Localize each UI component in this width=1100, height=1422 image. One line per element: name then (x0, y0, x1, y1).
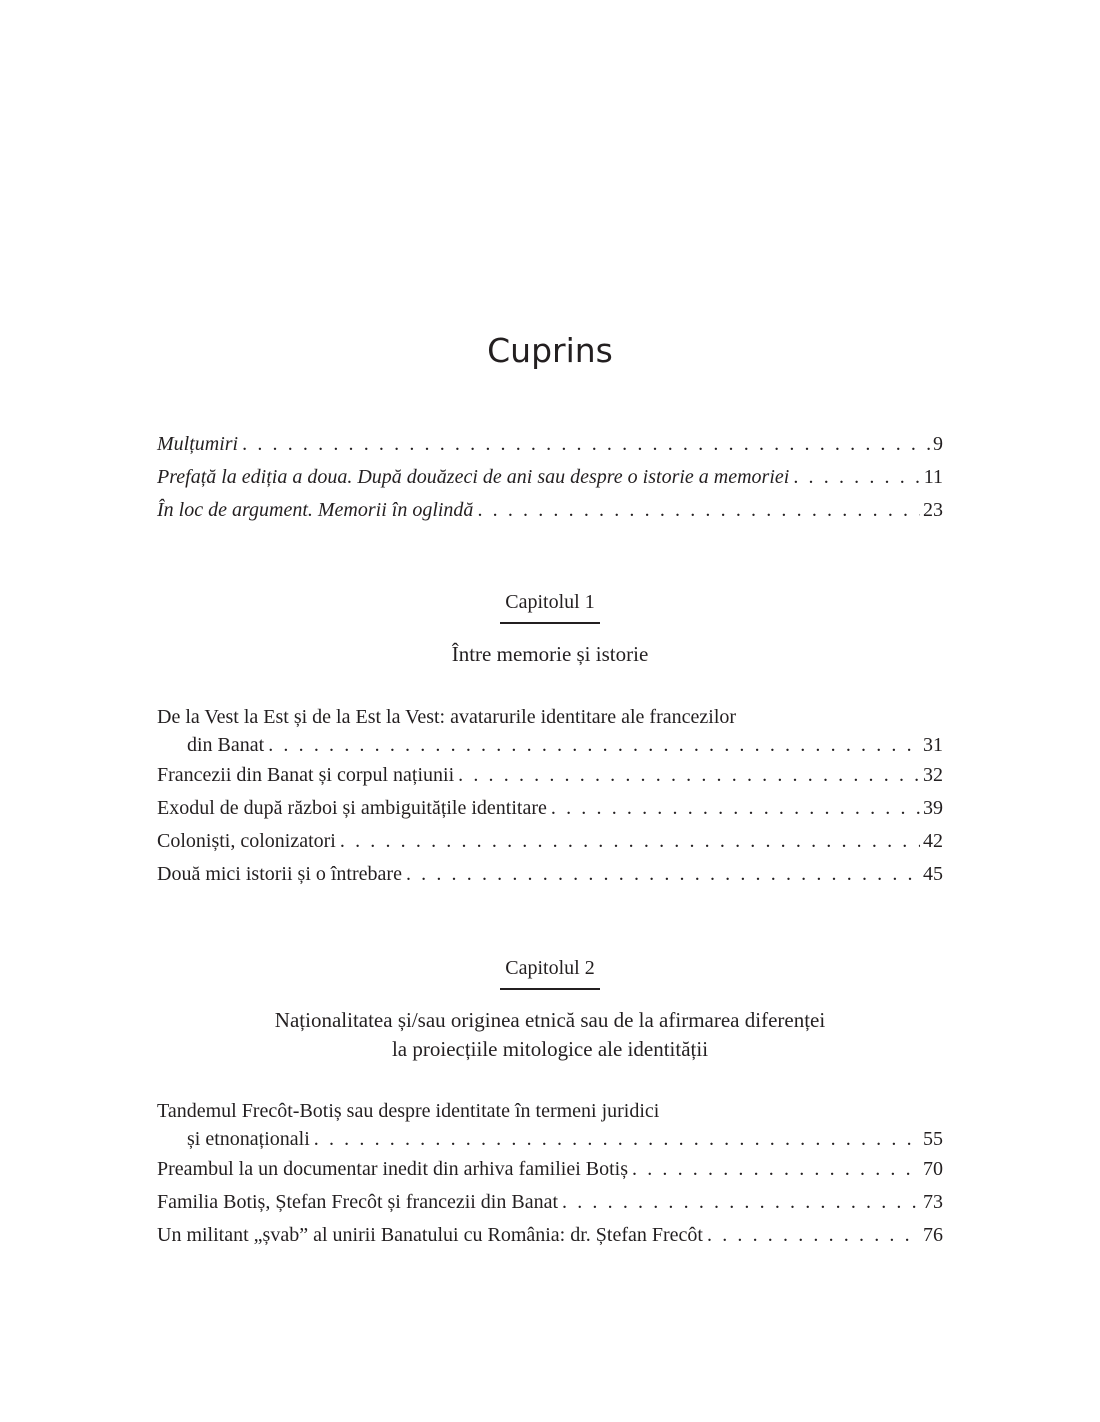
toc-entry[interactable] (157, 1186, 943, 1219)
toc-entry-title: În loc de argument. Memorii în oglindă (157, 499, 474, 521)
toc-entry-title: De la Vest la Est și de la Est la Vest: avatarurile identitare ale francezilor (157, 706, 737, 728)
dot-leader (268, 731, 920, 759)
toc-entry[interactable] (157, 704, 943, 759)
chapter-label (0, 588, 1100, 624)
toc-entry-page: 11 (923, 466, 943, 488)
dot-leader (477, 494, 920, 527)
toc-entry-page: 39 (923, 797, 943, 819)
front-matter-list (157, 428, 943, 527)
chapter-2-entries (157, 1098, 943, 1252)
toc-entry-title: Prefață la ediția a doua. După douăzeci de ani sau despre o istorie a memoriei (157, 466, 790, 488)
toc-entry-page: 70 (923, 1158, 943, 1180)
dot-leader (632, 1153, 920, 1186)
dot-leader (406, 858, 920, 891)
dot-leader (551, 792, 920, 825)
toc-entry[interactable] (157, 461, 943, 494)
chapter-title-line: Între memorie și istorie (451, 642, 649, 666)
toc-entry-title: Mulțumiri (157, 433, 239, 455)
chapter-label-text: Capitolul 2 (500, 954, 600, 990)
toc-entry-page: 42 (923, 830, 943, 852)
toc-entry-title-continued: și etnonaționali (187, 1128, 310, 1150)
toc-entry-title-continued: din Banat (187, 734, 265, 756)
toc-entry[interactable] (157, 1098, 943, 1153)
dot-leader (242, 428, 930, 461)
toc-entry[interactable] (157, 858, 943, 891)
dot-leader (458, 759, 920, 792)
toc-entry[interactable] (157, 1153, 943, 1186)
toc-entry-title: Două mici istorii și o întrebare (157, 863, 402, 885)
page-title: Cuprins (487, 331, 613, 370)
chapter-title-line: la proiecțiile mitologice ale identității (391, 1037, 709, 1061)
toc-entry-page: 76 (923, 1224, 943, 1246)
toc-entry[interactable] (157, 428, 943, 461)
toc-entry-page: 73 (923, 1191, 943, 1213)
toc-entry[interactable] (157, 825, 943, 858)
toc-entry-page: 45 (923, 863, 943, 885)
toc-entry-title: Coloniști, colonizatori (157, 830, 336, 852)
toc-entry[interactable] (157, 792, 943, 825)
dot-leader (793, 461, 920, 494)
toc-entry-title: Familia Botiș, Ștefan Frecôt și francezii din Banat (157, 1191, 559, 1213)
toc-entry-title: Un militant „șvab” al unirii Banatului cu România: dr. Ștefan Frecôt (157, 1224, 703, 1246)
toc-entry-title: Francezii din Banat și corpul națiunii (157, 764, 455, 786)
chapter-title-line: Naționalitatea și/sau originea etnică sau de la afirmarea diferenței (274, 1008, 826, 1032)
dot-leader (340, 825, 920, 858)
toc-entry-title: Preambul la un documentar inedit din arhiva familiei Botiș (157, 1158, 628, 1180)
toc-entry-title: Tandemul Frecôt-Botiș sau despre identitate în termeni juridici (157, 1100, 660, 1122)
chapter-title (0, 1006, 1100, 1064)
toc-entry-page: 31 (923, 734, 943, 756)
toc-entry-title: Exodul de după război și ambiguitățile identitare (157, 797, 547, 819)
toc-entry-page: 32 (923, 764, 943, 786)
toc-entry[interactable] (157, 1219, 943, 1252)
toc-entry[interactable] (157, 759, 943, 792)
dot-leader (314, 1125, 920, 1153)
dot-leader (562, 1186, 920, 1219)
toc-entry-page: 55 (923, 1128, 943, 1150)
chapter-label-text: Capitolul 1 (500, 588, 600, 624)
chapter-1-entries (157, 704, 943, 891)
toc-entry[interactable] (157, 494, 943, 527)
chapter-label (0, 954, 1100, 990)
toc-entry-page: 9 (933, 433, 943, 455)
toc-entry-page: 23 (923, 499, 943, 521)
chapter-title (0, 640, 1100, 669)
dot-leader (707, 1219, 920, 1252)
